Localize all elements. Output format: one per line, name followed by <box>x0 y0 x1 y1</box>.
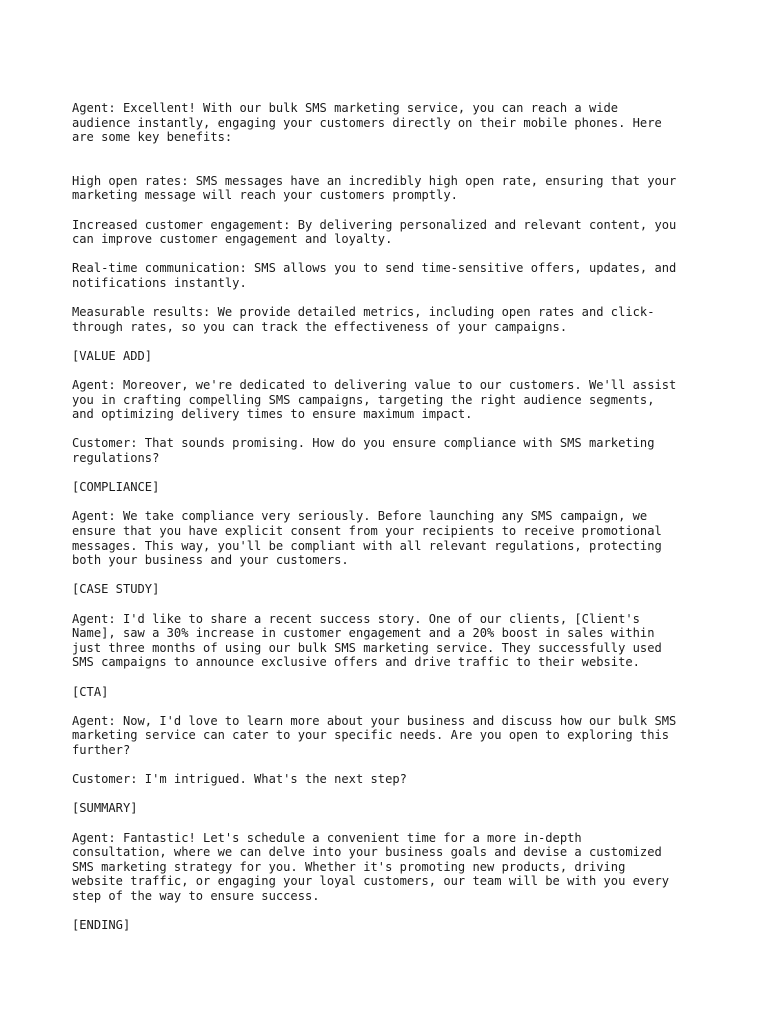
benefit-paragraph-real-time: Real-time communication: SMS allows you to send time-sensitive offers, updates, and notifications instantly. <box>72 261 677 290</box>
section-tag-ending: [ENDING] <box>72 918 131 933</box>
section-tag-compliance: [COMPLIANCE] <box>72 480 160 495</box>
summary-paragraph: Agent: Fantastic! Let's schedule a convenient time for a more in-depth consultation, where we can delve into your business goals and devise a customized SMS marketing strategy for you. Whether it's promoting new products, driving website traffic, or engaging your loyal customers, our team will be with you every step of the way to ensure success. <box>72 830 670 903</box>
section-tag-cta: [CTA] <box>72 684 109 699</box>
section-tag-value-add: [VALUE ADD] <box>72 348 153 363</box>
case-study-paragraph: Agent: I'd like to share a recent success story. One of our clients, [Client's Name], saw a 30% increase in customer engagement and a 20% boost in sales within just three months of using our bulk SMS marketing service. They successfully used SMS campaigns to announce exclusive offers and drive traffic to their website. <box>72 611 662 670</box>
intro-paragraph: Agent: Excellent! With our bulk SMS marketing service, you can reach a wide audience instantly, engaging your customers directly on their mobile phones. Here are some key benefits: <box>72 101 662 145</box>
cta-paragraph: Agent: Now, I'd love to learn more about your business and discuss how our bulk SMS marketing service can cater to your specific needs. Are you open to exploring this further? <box>72 713 677 757</box>
document-page <box>72 101 712 947</box>
compliance-paragraph: Agent: We take compliance very seriously. Before launching any SMS campaign, we ensure that you have explicit consent from your recipients to receive promotional messages. This way, you'll be compliant with all relevant regulations, protecting both your business and your customers. <box>72 509 662 568</box>
customer-compliance-question: Customer: That sounds promising. How do you ensure compliance with SMS marketing regulations? <box>72 436 655 466</box>
customer-next-step: Customer: I'm intrigued. What's the next step? <box>72 772 407 787</box>
section-tag-summary: [SUMMARY] <box>72 801 138 816</box>
value-add-paragraph: Agent: Moreover, we're dedicated to delivering value to our customers. We'll assist you in crafting compelling SMS campaigns, targeting the right audience segments, and optimizing delivery times to ensure maximum impact. <box>72 378 677 422</box>
benefit-paragraph-open-rates: High open rates: SMS messages have an incredibly high open rate, ensuring that your marketing message will reach your customers promptly. <box>72 173 677 203</box>
benefit-paragraph-metrics: Measurable results: We provide detailed metrics, including open rates and click- through rates, so you can track the effectiveness of your campaigns. <box>72 305 655 334</box>
section-tag-case-study: [CASE STUDY] <box>72 582 160 597</box>
benefit-paragraph-engagement: Increased customer engagement: By delivering personalized and relevant content, you can improve customer engagement and loyalty. <box>72 217 677 247</box>
